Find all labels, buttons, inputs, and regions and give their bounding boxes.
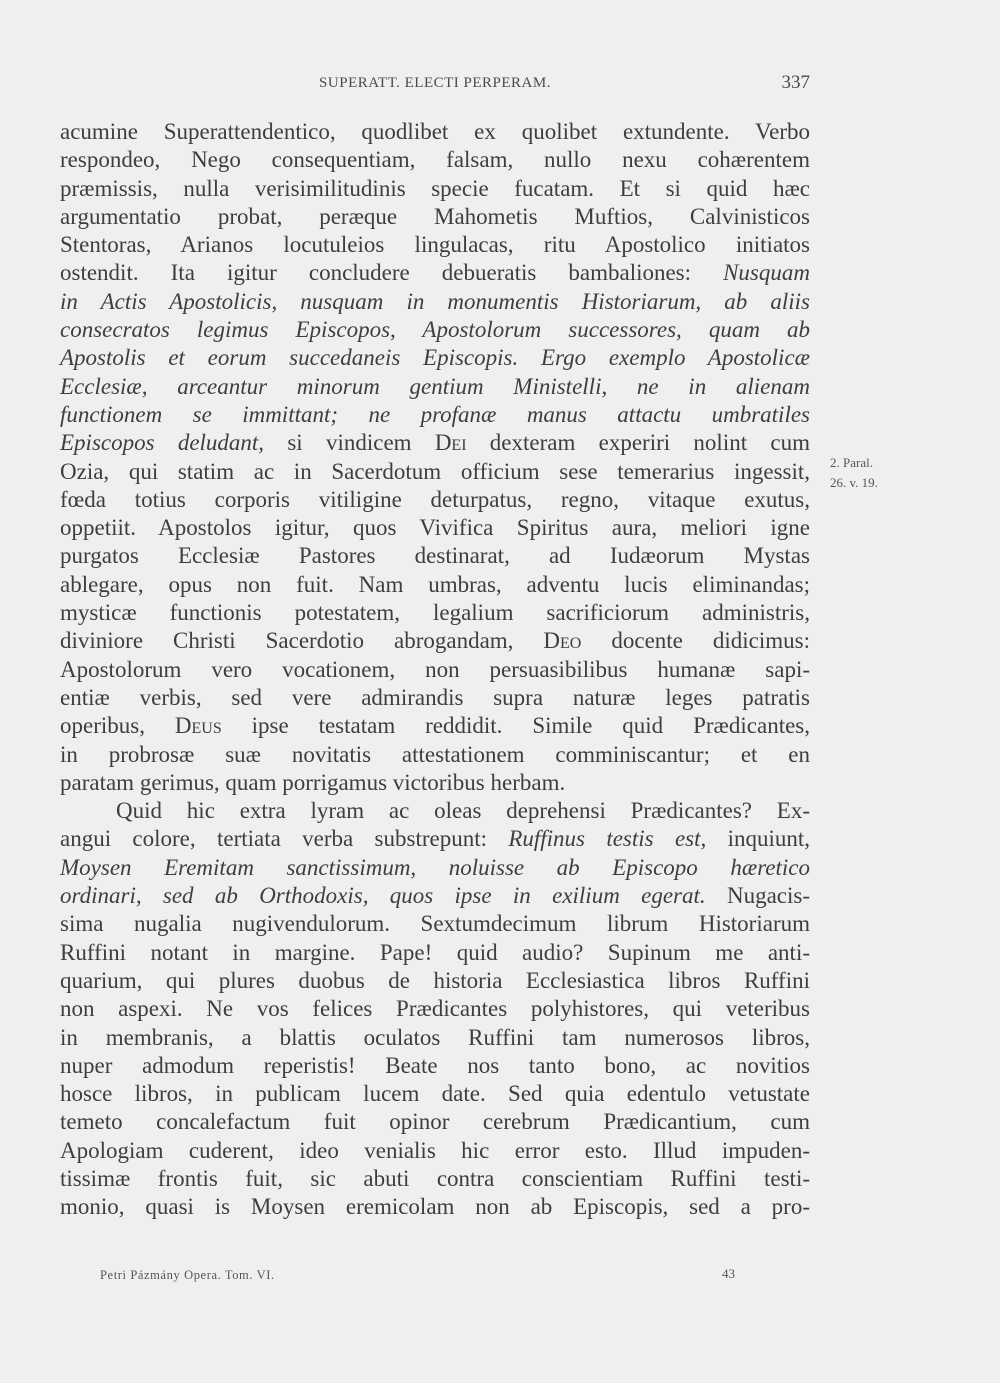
text-segment: operibus, (60, 713, 175, 739)
text-line (60, 1137, 810, 1165)
text-segment: mysticæ functionis potestatem, legalium sacrificiorum administris, (60, 600, 810, 626)
text-segment: ablegare, opus non fuit. Nam umbras, adventu lucis eliminandas; (60, 571, 810, 597)
text-segment: entiæ verbis, sed vere admirandis supra naturæ leges patratis (60, 684, 810, 710)
italic-text: Apostolis et eorum succedaneis Episcopis. Ergo exemplo Apostolicæ (60, 345, 810, 371)
text-line (60, 1080, 810, 1108)
text-line (60, 825, 810, 853)
text-segment: Stentoras, Arianos locutuleios lingulacas, ritu Apostolico initiatos (60, 232, 810, 258)
text-segment: sima nugalia nugivendulorum. Sextumdecimum librum Historiarum (60, 911, 810, 937)
text-line (60, 939, 810, 967)
text-line (60, 712, 810, 740)
text-segment: respondeo, Nego consequentiam, falsam, nullo nexu cohærentem (60, 147, 810, 173)
text-line (60, 656, 810, 684)
italic-text: functionem se immittant; ne profanæ manus attactu umbratiles (60, 401, 810, 427)
page-number: 337 (781, 72, 810, 93)
italic-text: Episcopos deludant, (60, 430, 265, 456)
text-line (60, 288, 810, 316)
text-line (60, 146, 810, 174)
text-line (60, 542, 810, 570)
text-segment: dexteram experiri nolint cum (466, 430, 810, 456)
text-line (60, 344, 810, 372)
text-line (60, 514, 810, 542)
running-title: SUPERATT. ELECTI PERPERAM. (319, 75, 551, 91)
small-caps-text: Deus (174, 713, 222, 739)
text-segment: argumentatio probat, peræque Mahometis Muftios, Calvinisticos (60, 203, 810, 229)
text-segment: Apologiam cuderent, ideo venialis hic error esto. Illud impuden- (60, 1137, 810, 1163)
text-segment: quarium, qui plures duobus de historia Ecclesiastica libros Ruffini (60, 967, 810, 993)
text-line (60, 1165, 810, 1193)
text-line (60, 1052, 810, 1080)
text-line (60, 373, 810, 401)
small-caps-text: Dei (434, 430, 467, 456)
text-segment: acumine Superattendentico, quodlibet ex quolibet extundente. Verbo (60, 119, 810, 144)
margin-note-line: 26. v. 19. (830, 475, 878, 490)
text-line (60, 854, 810, 882)
text-line (60, 203, 810, 231)
text-line (60, 316, 810, 344)
footer-signature-number: 43 (722, 1266, 735, 1281)
margin-note-line: 2. Paral. (830, 455, 873, 470)
italic-text: Ecclesiæ, arceantur minorum gentium Ministelli, ne in alienam (60, 373, 810, 399)
text-segment: Apostolorum vero vocationem, non persuasibilibus humanæ sapi- (60, 656, 810, 682)
text-segment: monio, quasi is Moysen eremicolam non ab Episcopis, sed a pro- (60, 1194, 810, 1220)
text-line (60, 1024, 810, 1052)
text-line (60, 1193, 810, 1221)
text-line (60, 741, 810, 769)
text-segment: si vindicem (264, 430, 435, 456)
text-line (60, 769, 810, 797)
text-segment: non aspexi. Ne vos felices Prædicantes polyhistores, qui veteribus (60, 996, 810, 1022)
text-line (60, 231, 810, 259)
text-segment: in probrosæ suæ novitatis attestationem comminiscantur; et en (60, 741, 810, 767)
text-segment: in membranis, a blattis oculatos Ruffini tam numerosos libros, (60, 1024, 810, 1050)
text-segment: oppetiit. Apostolos igitur, quos Vivifica Spiritus aura, meliori igne (60, 515, 810, 541)
text-segment: ostendit. Ita igitur concludere debueratis bambaliones: (60, 260, 724, 286)
text-line (60, 118, 810, 146)
text-line (60, 175, 810, 203)
text-segment: tissimæ frontis fuit, sic abuti contra conscientiam Ruffini testi- (60, 1165, 810, 1191)
text-line (60, 599, 810, 627)
italic-text: Ruffinus testis est, (508, 826, 707, 852)
text-segment: hosce libros, in publicam lucem date. Sed quia edentulo vetustate (60, 1081, 810, 1107)
text-segment: Quid hic extra lyram ac oleas deprehensi Prædicantes? Ex- (116, 798, 810, 824)
text-line (60, 429, 810, 457)
italic-text: in Actis Apostolicis, nusquam in monumentis Historiarum, ab aliis (60, 288, 810, 314)
text-segment: inquiunt, (706, 826, 811, 852)
text-line (60, 967, 810, 995)
body-text (60, 118, 810, 1222)
text-line (60, 684, 810, 712)
text-segment: Ruffini notant in margine. Pape! quid audio? Supinum me anti- (60, 939, 810, 965)
text-segment: paratam gerimus, quam porrigamus victoribus herbam. (60, 769, 566, 795)
text-segment: ipse testatam reddidit. Simile quid Prædicantes, (221, 713, 810, 739)
text-line (60, 458, 810, 486)
text-line (60, 401, 810, 429)
text-line (60, 627, 810, 655)
text-line (60, 995, 810, 1023)
text-segment: purgatos Ecclesiæ Pastores destinarat, ad Iudæorum Mystas (60, 543, 810, 569)
running-head (60, 72, 810, 102)
text-segment: angui colore, tertiata verba substrepunt: (60, 826, 509, 852)
text-segment: Ozia, qui statim ac in Sacerdotum officium sese temerarius ingessit, (60, 458, 810, 484)
text-segment: nuper admodum reperistis! Beate nos tanto bono, ac novitios (60, 1052, 810, 1078)
italic-text: Moysen Eremitam sanctissimum, noluisse ab Episcopo hæretico (60, 854, 810, 880)
margin-note (830, 453, 910, 493)
footer-signature: Petri Pázmány Opera. Tom. VI. (100, 1268, 275, 1282)
text-line (60, 910, 810, 938)
text-segment: diviniore Christi Sacerdotio abrogandam, (60, 628, 544, 654)
small-caps-text: Deo (543, 628, 582, 654)
text-line (60, 571, 810, 599)
text-line (60, 486, 810, 514)
text-line (60, 1108, 810, 1136)
text-segment: præmissis, nulla verisimilitudinis specie fucatam. Et si quid hæc (60, 175, 810, 201)
text-line (60, 259, 810, 287)
text-segment: docente didicimus: (581, 628, 810, 654)
text-line (60, 882, 810, 910)
text-segment: fœda totius corporis vitiligine deturpatus, regno, vitaque exutus, (60, 486, 810, 512)
text-segment: Nugacis- (705, 883, 810, 909)
italic-text: Nusquam (723, 260, 810, 286)
text-segment: temeto concalefactum fuit opinor cerebrum Prædicantium, cum (60, 1109, 810, 1135)
italic-text: consecratos legimus Episcopos, Apostolorum successores, quam ab (60, 317, 810, 343)
italic-text: ordinari, sed ab Orthodoxis, quos ipse in exilium egerat. (60, 883, 706, 909)
text-line (60, 797, 810, 825)
